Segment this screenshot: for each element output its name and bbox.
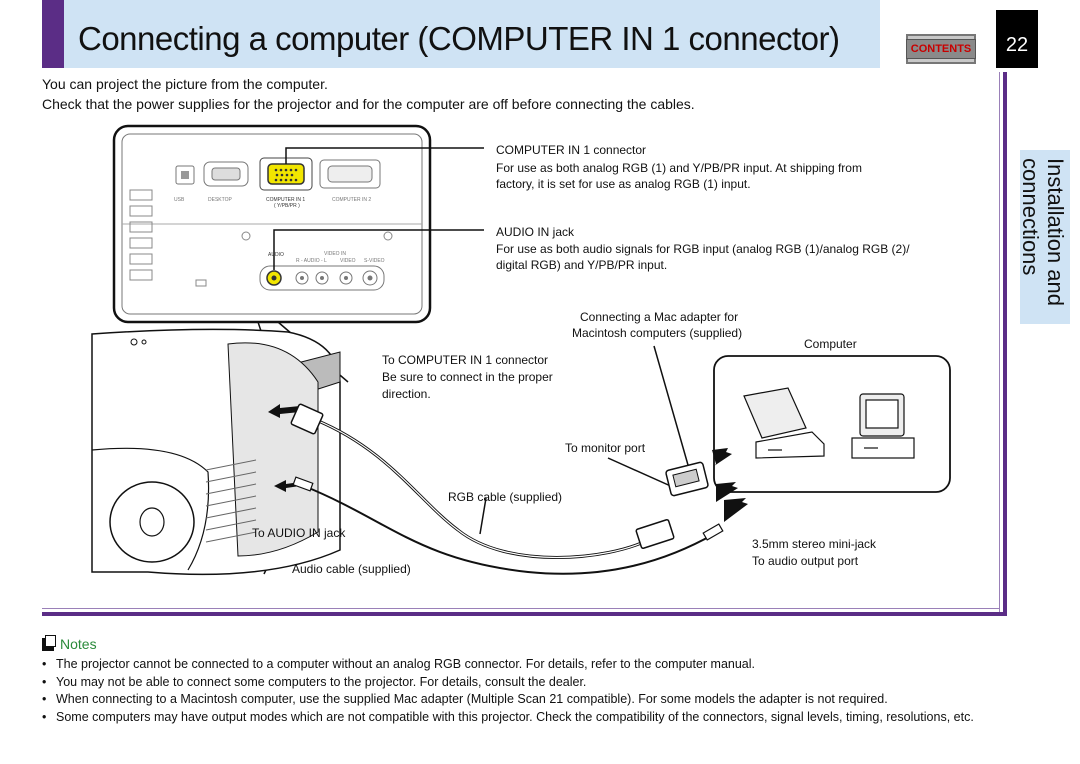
audio-in-title: AUDIO IN jack [496,225,575,239]
computer-label: Computer [804,337,857,351]
notes-list [42,656,1042,726]
side-tab-line-2: connections [1018,158,1043,276]
page-number: 22 [996,10,1038,68]
notes-heading-label: Notes [60,636,97,652]
note-item: • When connecting to a Macintosh computer, use the supplied Mac adapter (Multiple Scan 21 compatible). For some models the adapter is not required. [42,691,1042,709]
computer-in-desc-1: For use as both analog RGB (1) and Y/PB/PR input. At shipping from [496,161,862,175]
audio-in-desc-1: For use as both audio signals for RGB input (analog RGB (1)/analog RGB (2)/ [496,242,910,256]
panel-computer-in1-sub-label: ( Y/PB/PR ) [274,203,300,209]
terminal-panel-zoom [114,126,430,322]
panel-audio-label: AUDIO [268,252,284,258]
page-frame-right-inner [999,72,1000,612]
page-frame-bottom-inner [42,608,1000,609]
notes-heading [42,636,97,652]
computer-in-title: COMPUTER IN 1 connector [496,143,647,157]
panel-computer-in2-label: COMPUTER IN 2 [332,197,372,203]
panel-computer-in1-label: COMPUTER IN 1 [266,197,306,203]
to-computer-in-label-2: Be sure to connect in the proper [382,370,553,384]
panel-desktop-label: DESKTOP [208,197,232,203]
side-tab-line-1: Installation and [1043,158,1068,306]
mac-adapter [665,462,708,496]
to-computer-in-label-1: To COMPUTER IN 1 connector [382,353,549,367]
notes-icon [42,638,54,651]
to-computer-in-label-3: direction. [382,387,431,401]
to-audio-output-label: To audio output port [752,554,859,568]
page-title: Connecting a computer (COMPUTER IN 1 connector) [78,20,840,57]
panel-svideo-label: S-VIDEO [364,258,385,264]
panel-r-audio-label: R - AUDIO - L [296,258,327,264]
panel-usb-label: USB [174,197,185,203]
mac-adapter-label-1: Connecting a Mac adapter for [580,310,739,324]
intro-line-2: Check that the power supplies for the projector and for the computer are off before connecting the cables. [42,96,695,112]
note-item: • Some computers may have output modes which are not compatible with this projector. Check the compatibility of the connectors, signal levels, timing, resolutions, etc. [42,709,1042,727]
computer-in-desc-2: factory, it is set for use as analog RGB (1) input. [496,177,751,191]
contents-button-label: CONTENTS [906,39,977,59]
intro-text [42,74,695,114]
to-audio-in-label: To AUDIO IN jack [252,526,346,540]
page-frame-right [1003,72,1007,616]
computer-box [714,356,950,492]
note-item: • The projector cannot be connected to a computer without an analog RGB connector. For details, refer to the computer manual. [42,656,1042,674]
audio-in-desc-2: digital RGB) and Y/PB/PR input. [496,258,668,272]
mac-adapter-label-2: Macintosh computers (supplied) [572,326,743,340]
rgb-cable-label: RGB cable (supplied) [448,490,563,504]
rgb-plug [291,404,675,549]
panel-video-label: VIDEO [340,258,356,264]
audio-cable-label: Audio cable (supplied) [292,562,411,576]
panel-video-in-label: VIDEO IN [324,251,346,257]
to-monitor-port-label: To monitor port [565,441,646,455]
intro-line-1: You can project the picture from the computer. [42,76,328,92]
stereo-jack-label: 3.5mm stereo mini-jack [752,537,877,551]
page-frame-bottom [42,612,1007,616]
note-item: • You may not be able to connect some computers to the projector. For details, consult the dealer. [42,674,1042,692]
side-tab-label [1020,150,1070,324]
contents-button[interactable] [906,34,976,64]
title-accent-bar [42,0,64,68]
